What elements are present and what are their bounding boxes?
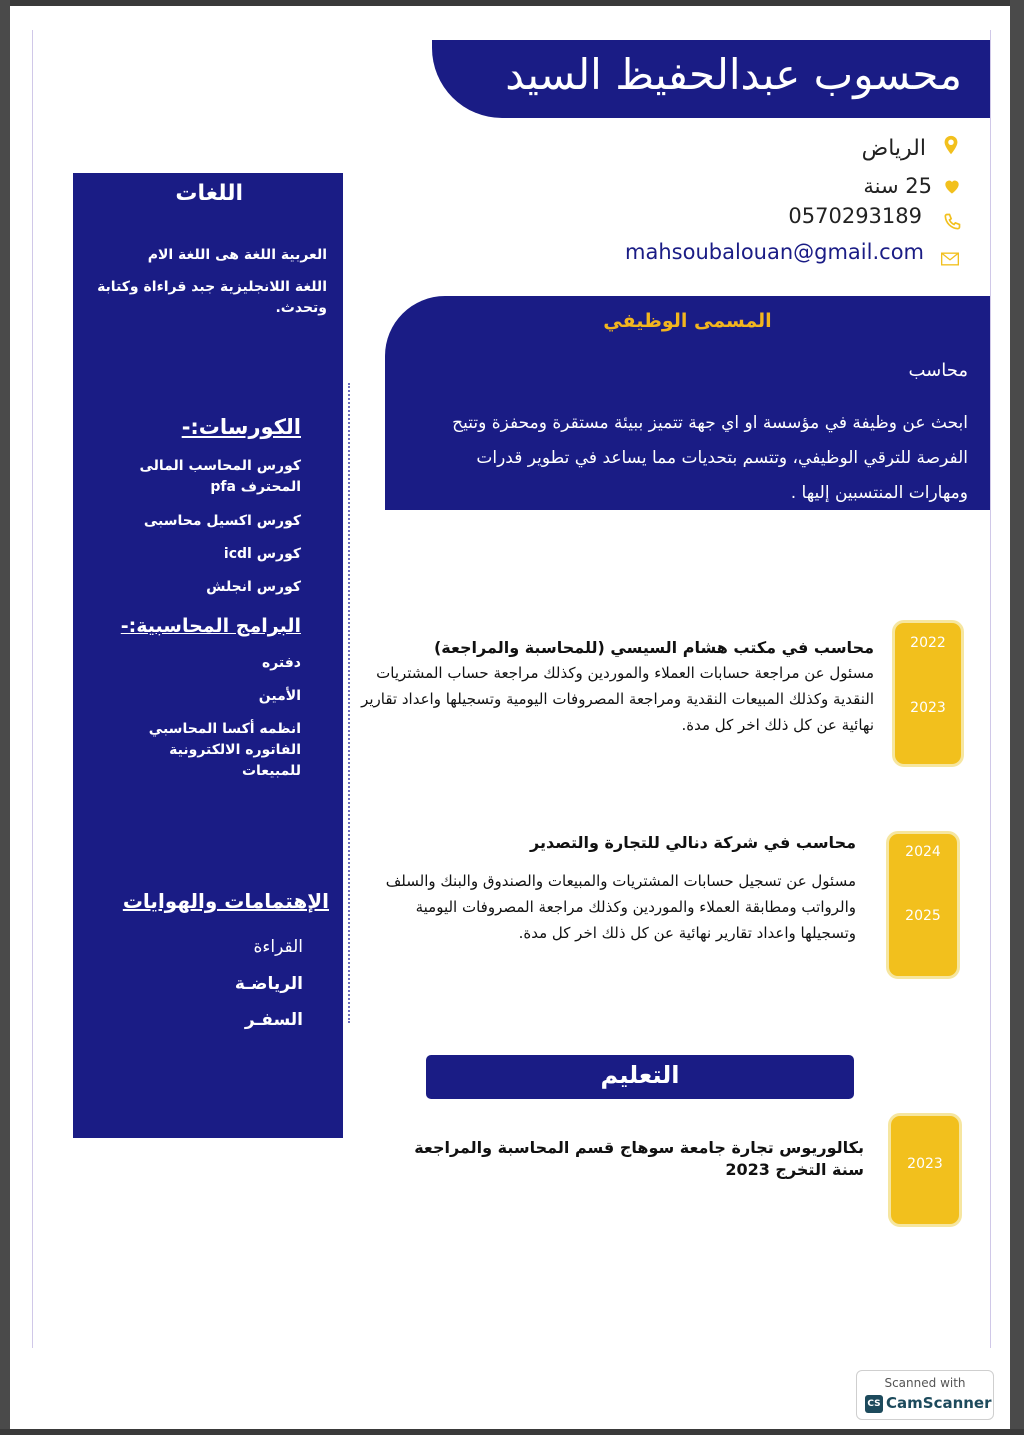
candidate-name: محسوب عبدالحفيظ السيد [505,50,962,99]
objective-section [385,296,990,510]
envelope-icon [940,250,960,268]
course-item: كورس المحاسب المالى المحترف pfa [139,458,301,495]
phone-icon [942,212,962,232]
scan-border-top [0,0,1024,6]
course-item: كورس انجلش [206,579,301,595]
city: الرياض [861,136,926,161]
page-edge-right [990,30,991,1348]
page-edge-left [32,30,33,1348]
language-item: العربية اللغة هى اللغة الام [147,247,327,263]
camscanner-logo-icon: CS [865,1395,883,1413]
email[interactable]: mahsoubalouan@gmail.com [625,240,924,264]
year-end: 2023 [910,700,946,716]
software-item: الأمين [258,688,301,704]
year-end: 2025 [905,908,941,924]
scan-border-bottom [0,1429,1024,1435]
education-year-box [888,1113,962,1227]
education-degree: بكالوريوس تجارة جامعة سوهاج قسم المحاسبة والمراجعة [414,1138,864,1157]
education-graduation: سنة التخرج 2023 [725,1160,864,1179]
age: 25 سنة [863,174,932,198]
objective-role: محاسب [908,360,968,381]
education-banner [426,1055,854,1099]
education-title: التعليم [600,1061,680,1089]
course-item: كورس icdl [223,546,301,562]
courses-title: الكورسات:- [181,415,301,439]
languages-title: اللغات [175,181,243,206]
hobby-item: الرياضـة [234,974,303,994]
year-start: 2024 [905,844,941,860]
camscanner-watermark [856,1370,994,1420]
job-description: مسئول عن تسجيل حسابات المشتريات والمبيعات والصندوق والبنك والسلف والرواتب ومطابقة العملاء والموردين وكذلك مراجعة المصروفات اليومية وتسجيلها واعداد تقارير نهائية عن كل ذلك اخر كل مدة. [385,872,856,942]
objective-body: ابحث عن وظيفة في مؤسسة او اي جهة تتميز ببيئة مستقرة ومحفزة وتتيح الفرصة للترقي الوظيفي، وتتسم بتحديات مما يساعد في تطوير قدرات ومهارات المنتسبين إليها . [452,413,968,503]
location-pin-icon [940,134,962,156]
heart-icon [942,176,962,196]
hobby-item: السفـر [244,1010,303,1030]
name-banner [432,40,990,118]
camscanner-caption: Scanned with [884,1376,966,1390]
objective-title: المسمى الوظيفي [603,310,772,332]
sidebar [73,173,343,1138]
job-title: محاسب في مكتب هشام السيسي (للمحاسبة والمراجعة) [433,638,874,657]
language-item: اللغة اللانجليزية جبد قراءاة وكتابة وتحدث. [97,279,327,316]
phone-number[interactable]: 0570293189 [788,204,922,228]
job-description: مسئول عن مراجعة حسابات العملاء والموردين وكذلك مراجعة حساب المشتريات النقدية وكذلك المبيعات النقدية ومراجعة المصروفات اليومية وتسجيلها واعداد تقارير نهائية عن كل ذلك اخر كل مدة. [361,664,874,734]
sidebar-dotted-line [348,383,350,1023]
education-year: 2023 [907,1156,943,1172]
job-title: محاسب في شركة دنالي للتجارة والتصدير [530,833,856,852]
software-item: انظمه أكسا المحاسبي الفاتوره الالكترونية للمبيعات [148,721,301,779]
hobby-item: القراءة [253,937,303,957]
course-item: كورس اكسيل محاسبى [143,513,301,529]
experience-year-box [892,620,964,767]
scan-border-left [0,0,10,1435]
software-title: البرامج المحاسبية:- [120,615,301,637]
year-start: 2022 [910,635,946,651]
scan-border-right [1010,0,1024,1435]
hobbies-title: الإهتمامات والهوايات [122,889,329,913]
software-item: دفتره [261,655,301,671]
camscanner-name: CamScanner [886,1394,992,1412]
experience-year-box [886,831,960,979]
